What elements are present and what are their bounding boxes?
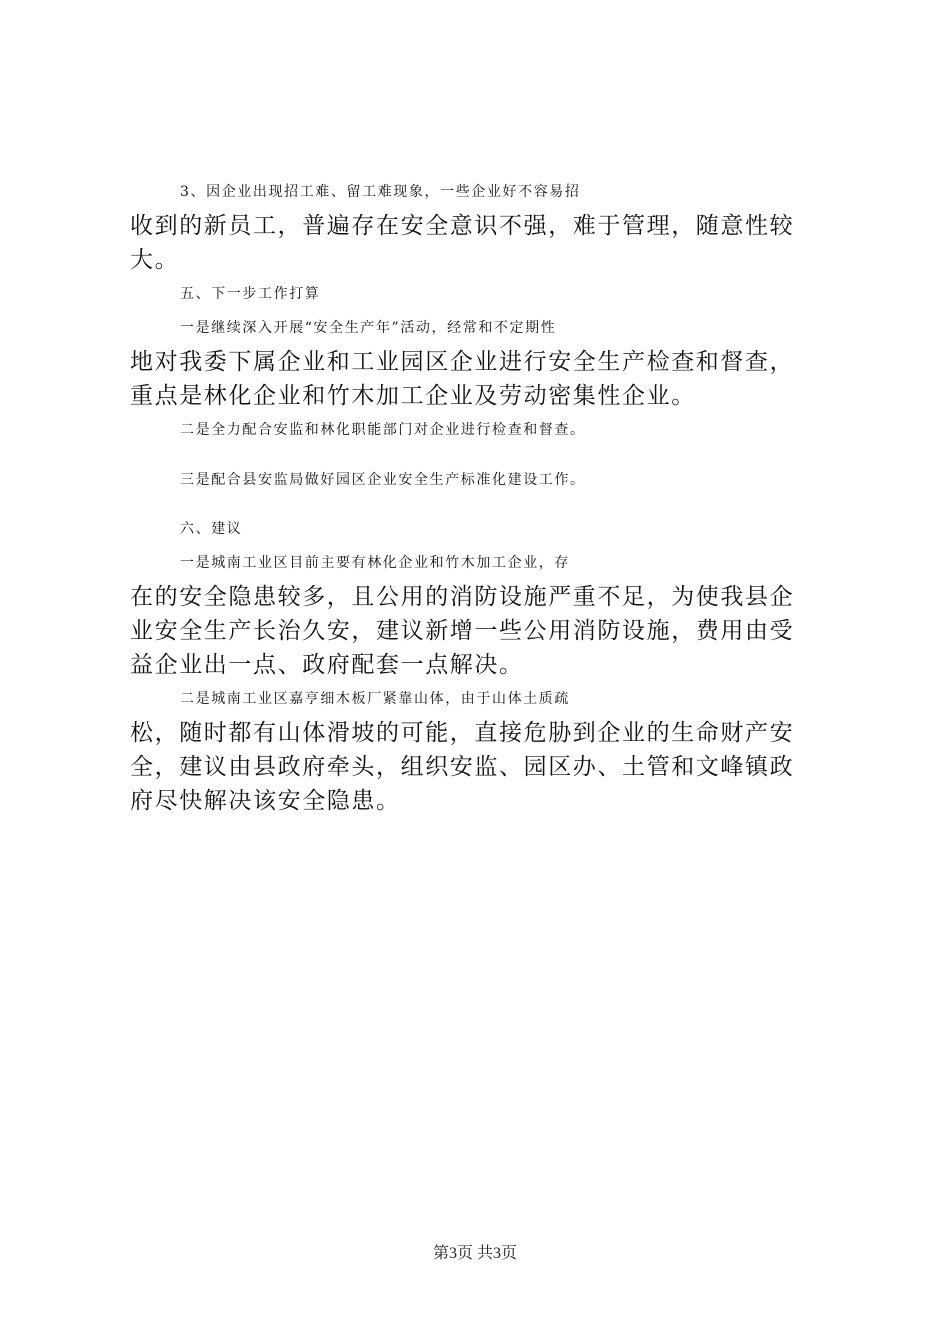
text-line: 在的安全隐患较多，且公用的消防设施严重不足，为使我县企 — [130, 584, 795, 610]
text-line: 益企业出一点、政府配套一点解决。 — [130, 652, 524, 678]
text-line: 大。 — [130, 247, 180, 273]
text-line: 地对我委下属企业和工业园区企业进行安全生产检查和督查， — [130, 349, 795, 375]
page-footer: 第3页 共3页 — [432, 1245, 517, 1262]
section-heading: 五、下一步工作打算 — [180, 286, 321, 302]
text-line: 3、因企业出现招工难、留工难现象，一些企业好不容易招 — [180, 184, 581, 200]
text-line: 一是城南工业区目前主要有林化企业和竹木加工企业，存 — [180, 555, 570, 571]
section-heading: 六、建议 — [180, 521, 243, 537]
text-line: 业安全生产长治久安，建议新增一些公用消防设施，费用由受 — [130, 618, 795, 644]
text-line: 一是继续深入开展“安全生产年”活动，经常和不定期性 — [180, 320, 557, 336]
text-line: 重点是林化企业和竹木加工企业及劳动密集性企业。 — [130, 383, 696, 409]
text-line: 松，随时都有山体滑坡的可能，直接危胁到企业的生命财产安 — [130, 720, 795, 746]
text-line: 府尽快解决该安全隐患。 — [130, 788, 401, 814]
text-line: 全，建议由县政府牵头，组织安监、园区办、土管和文峰镇政 — [130, 754, 795, 780]
text-line: 二是城南工业区嘉亨细木板厂紧靠山体，由于山体土质疏 — [180, 691, 570, 707]
text-line: 收到的新员工，普遍存在安全意识不强，难于管理，随意性较 — [130, 213, 795, 239]
text-line: 二是全力配合安监和林化职能部门对企业进行检查和督查。 — [180, 422, 586, 438]
text-line: 三是配合县安监局做好园区企业安全生产标准化建设工作。 — [180, 472, 586, 488]
